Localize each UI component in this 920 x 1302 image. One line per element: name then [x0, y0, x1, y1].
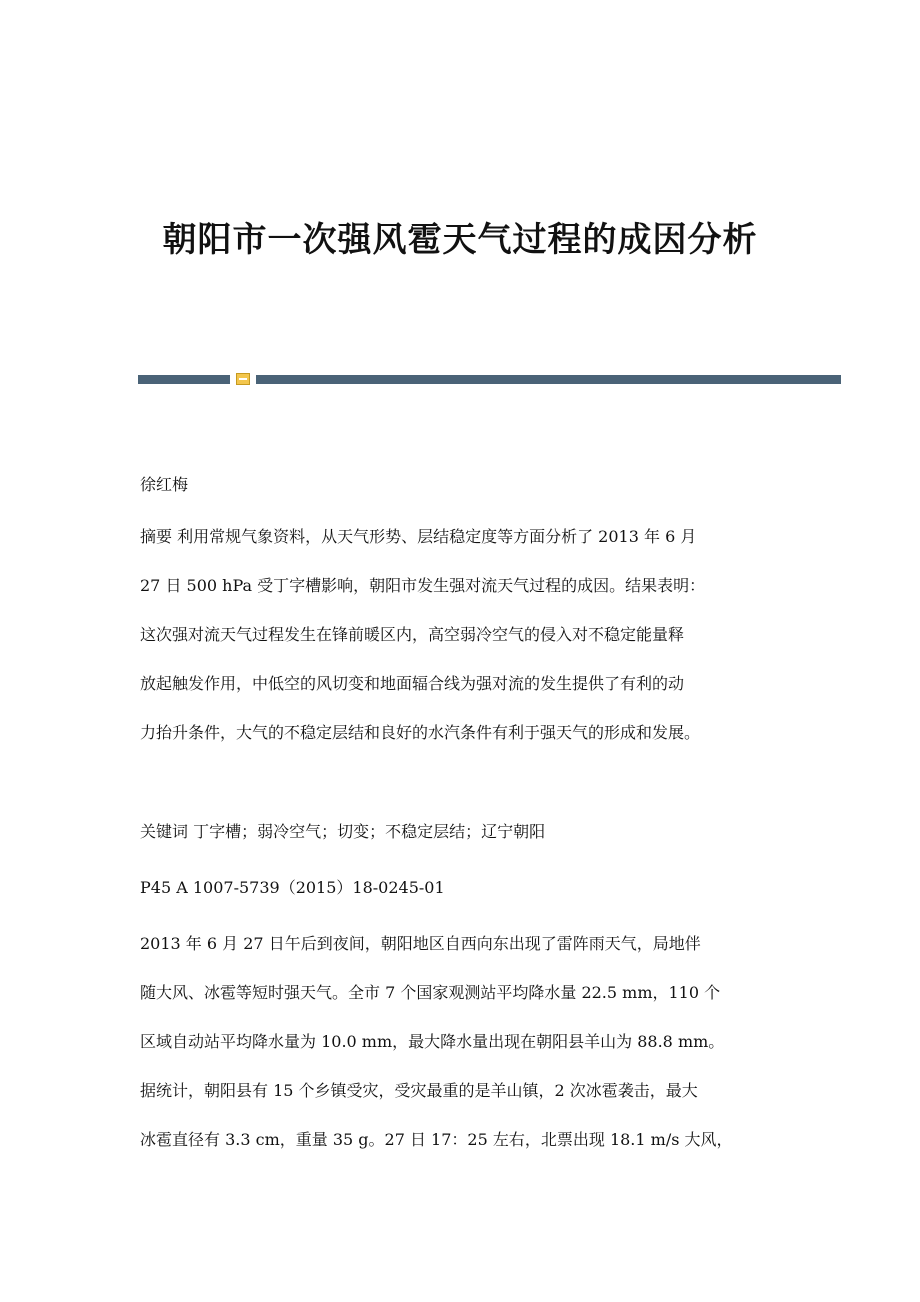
keywords: 关键词 丁字槽；弱冷空气；切变；不稳定层结；辽宁朝阳	[140, 822, 546, 841]
body-line: 冰雹直径有 3.3 cm，重量 35 g。27 日 17：25 左右，北票出现 18.1 m/s 大风，	[140, 1130, 733, 1149]
body-line: 区域自动站平均降水量为 10.0 mm，最大降水量出现在朝阳县羊山为 88.8 mm。	[140, 1032, 725, 1051]
abstract-line: 放起触发作用，中低空的风切变和地面辐合线为强对流的发生提供了有利的动	[140, 674, 685, 693]
author-name: 徐红梅	[140, 475, 189, 494]
body-line: 2013 年 6 月 27 日午后到夜间，朝阳地区自西向东出现了雷阵雨天气，局地伴	[140, 934, 701, 953]
abstract-line: 这次强对流天气过程发生在锋前暖区内，高空弱冷空气的侵入对不稳定能量释	[140, 625, 685, 644]
classification-code: P45 A 1007-5739（2015）18-0245-01	[140, 878, 445, 897]
abstract-line: 摘要 利用常规气象资料，从天气形势、层结稳定度等方面分析了 2013 年 6 月	[140, 527, 697, 546]
abstract-line: 27 日 500 hPa 受丁字槽影响，朝阳市发生强对流天气过程的成因。结果表明：	[140, 576, 706, 595]
abstract-line: 力抬升条件，大气的不稳定层结和良好的水汽条件有利于强天气的形成和发展。	[140, 723, 701, 742]
body-line: 随大风、冰雹等短时强天气。全市 7 个国家观测站平均降水量 22.5 mm，110 个	[140, 983, 721, 1002]
document-icon	[236, 373, 250, 385]
title-divider-right	[256, 375, 841, 384]
document-title: 朝阳市一次强风雹天气过程的成因分析	[162, 220, 758, 260]
body-paragraph	[140, 929, 790, 1174]
abstract	[140, 522, 790, 767]
title-divider-left	[138, 375, 230, 384]
body-line: 据统计，朝阳县有 15 个乡镇受灾，受灾最重的是羊山镇，2 次冰雹袭击，最大	[140, 1081, 698, 1100]
